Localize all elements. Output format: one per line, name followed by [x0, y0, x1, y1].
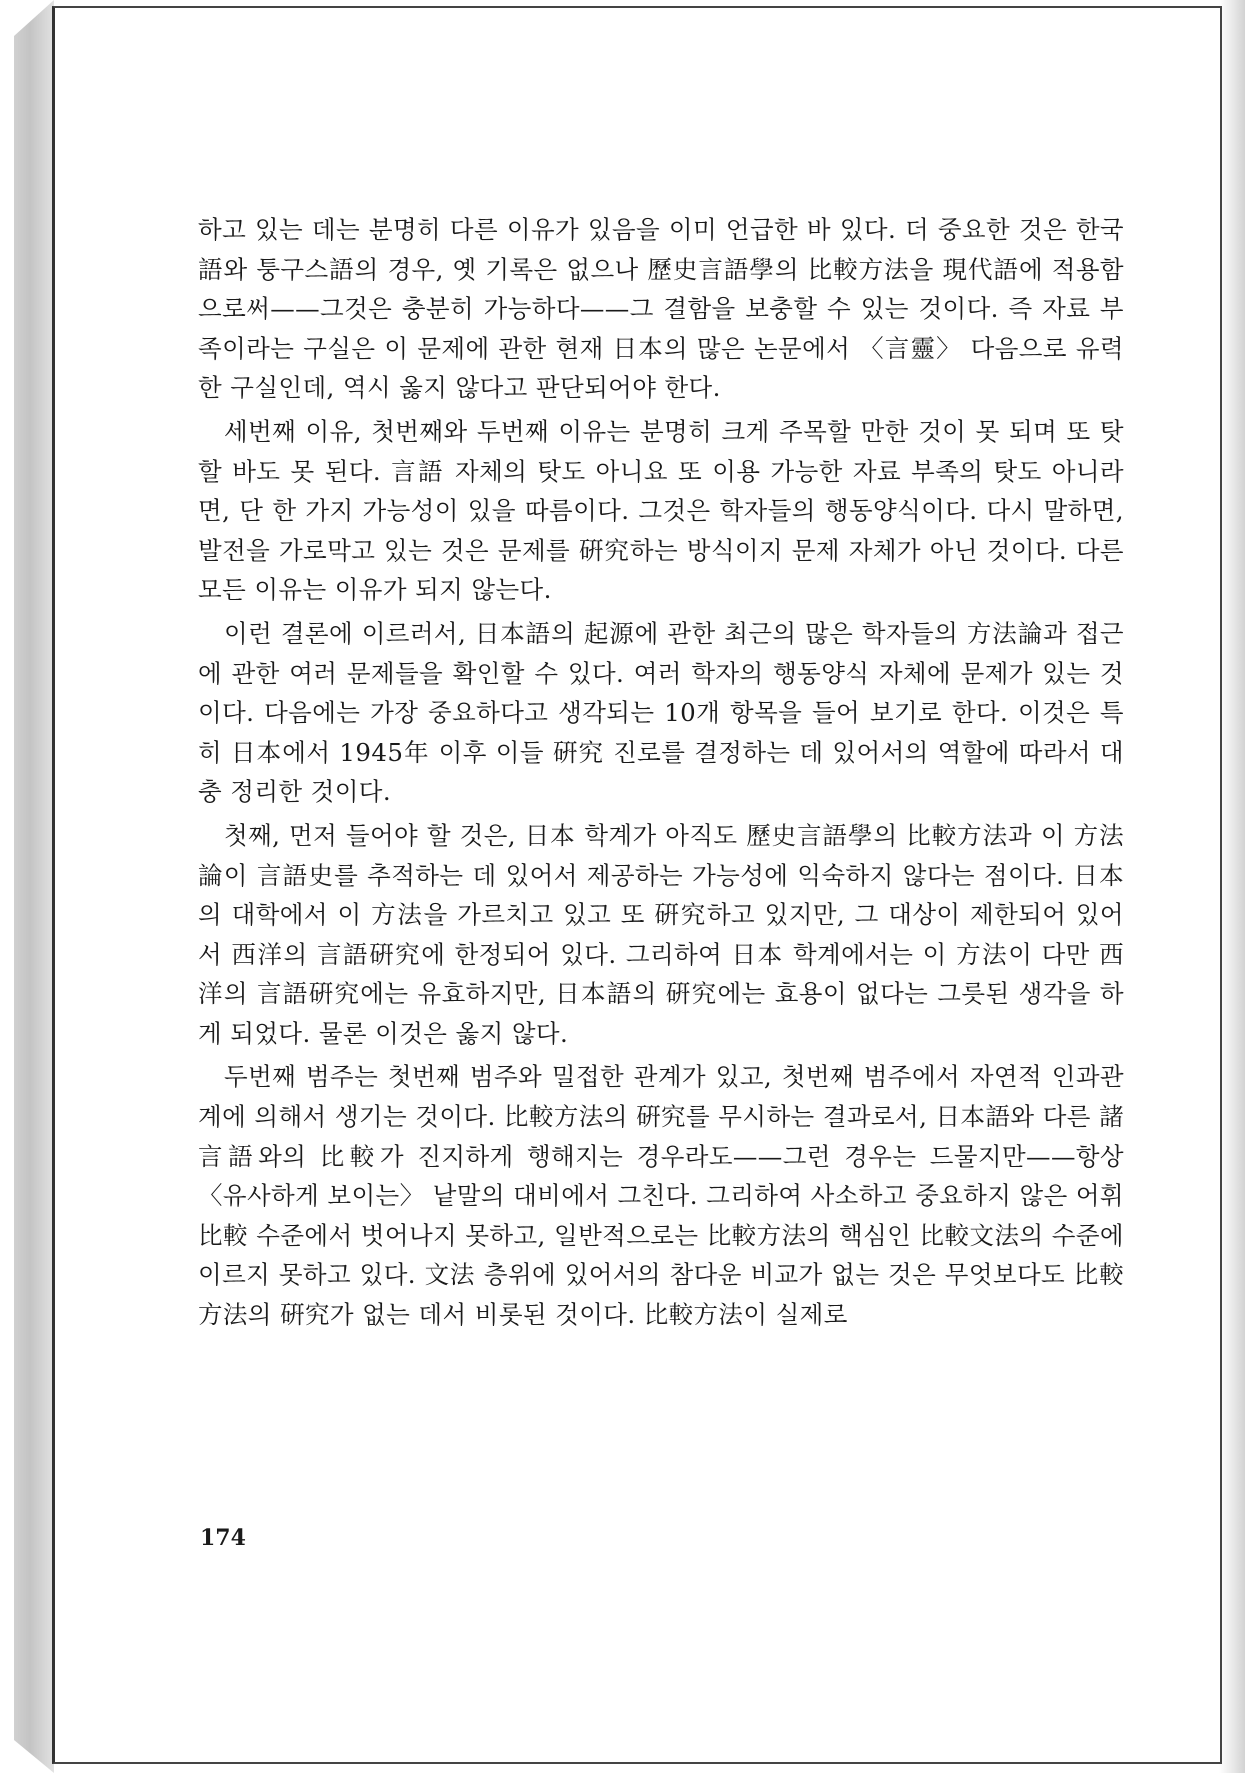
paragraph-3: 이런 결론에 이르러서, 日本語의 起源에 관한 최근의 많은 학자들의 方法論과 접근에 관한 여러 문제들을 확인할 수 있다. 여러 학자의 행동양식 자체에 문제가 있는 것이다. 다음에는 가장 중요하다고 생각되는 10개 항목을 들어 보기로 한다. 이것은 특히 日本에서 1945年 이후 이들 硏究 진로를 결정하는 데 있어서의 역할에 따라서 대충 정리한 것이다. [198, 618, 1124, 807]
paragraph-1: 하고 있는 데는 분명히 다른 이유가 있음을 이미 언급한 바 있다. 더 중요한 것은 한국語와 퉁구스語의 경우, 옛 기록은 없으나 歷史言語學의 比較方法을 現代語에 적용함으로써——그것은 충분히 가능하다——그 결함을 보충할 수 있는 것이다. 즉 자료 부족이라는 구실은 이 문제에 관한 현재 日本의 많은 논문에서 〈言靈〉 다음으로 유력한 구실인데, 역시 옳지 않다고 판단되어야 한다. [198, 215, 1124, 403]
paragraph-2: 세번째 이유, 첫번째와 두번째 이유는 분명히 크게 주목할 만한 것이 못 되며 또 탓할 바도 못 된다. 言語 자체의 탓도 아니요 또 이용 가능한 자료 부족의 탓도 아니라면, 단 한 가지 가능성이 있을 따름이다. 그것은 학자들의 행동양식이다. 다시 말하면, 발전을 가로막고 있는 것은 문제를 硏究하는 방식이지 문제 자체가 아닌 것이다. 다른 모든 이유는 이유가 되지 않는다. [198, 416, 1124, 605]
paragraph-4: 첫째, 먼저 들어야 할 것은, 日本 학계가 아직도 歷史言語學의 比較方法과 이 方法論이 言語史를 추적하는 데 있어서 제공하는 가능성에 익숙하지 않다는 점이다. 日本의 대학에서 이 方法을 가르치고 있고 또 硏究하고 있지만, 그 대상이 제한되어 있어서 西洋의 言語硏究에 한정되어 있다. 그리하여 日本 학계에서는 이 方法이 다만 西洋의 言語硏究에는 유효하지만, 日本語의 硏究에는 효용이 없다는 그릇된 생각을 하게 되었다. 물론 이것은 옳지 않다. [198, 820, 1124, 1048]
paragraph-5: 두번째 범주는 첫번째 범주와 밀접한 관계가 있고, 첫번째 범주에서 자연적 인과관계에 의해서 생기는 것이다. 比較方法의 硏究를 무시하는 결과로서, 日本語와 다른 諸言語와의 比較가 진지하게 행해지는 경우라도——그런 경우는 드물지만——항상 〈유사하게 보이는〉 낱말의 대비에서 그친다. 그리하여 사소하고 중요하지 않은 어휘比較 수준에서 벗어나지 못하고, 일반적으로는 比較方法의 핵심인 比較文法의 수준에 이르지 못하고 있다. 文法 층위에 있어서의 참다운 비교가 없는 것은 무엇보다도 比較方法의 硏究가 없는 데서 비롯된 것이다. 比較方法이 실제로 [198, 1062, 1124, 1330]
body-text [198, 210, 1124, 1335]
book-edge-shadow [1219, 0, 1245, 1773]
book-spine [14, 0, 54, 1773]
page-number: 174 [200, 1525, 246, 1551]
